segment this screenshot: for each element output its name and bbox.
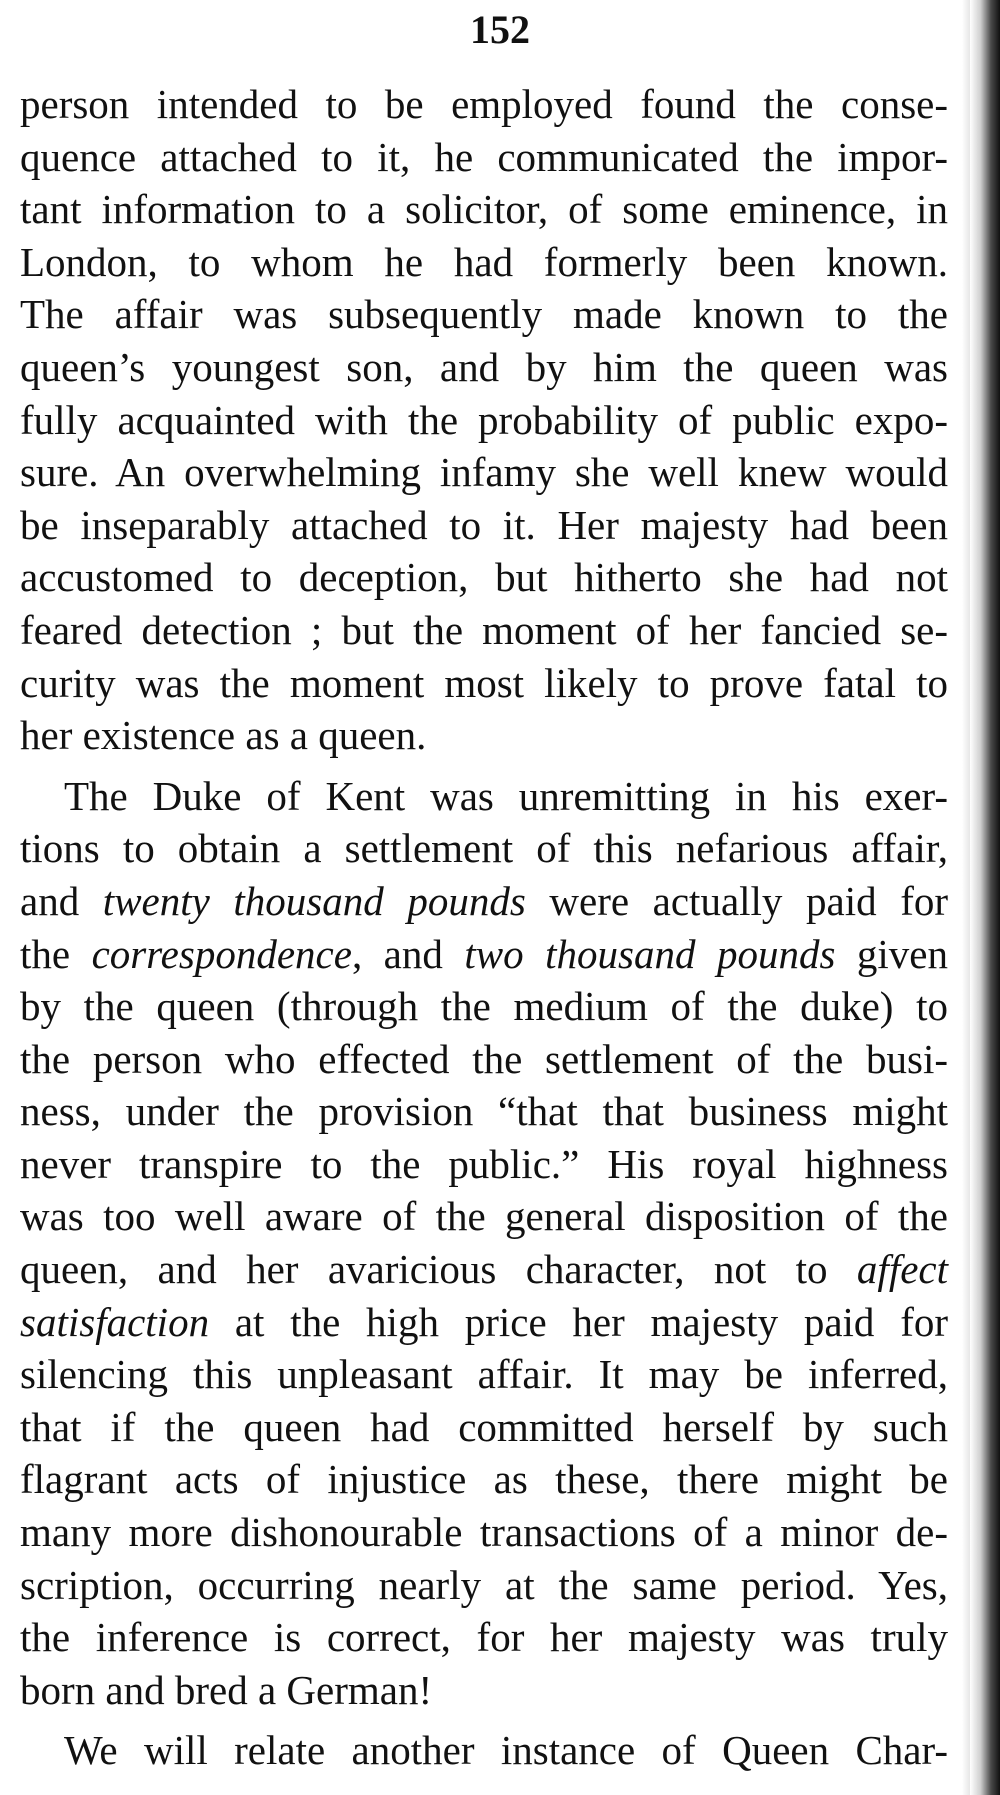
text-line: tant information to a solicitor, of some eminence, in	[20, 186, 948, 233]
text-line: tions to obtain a settlement of this nefarious affair,	[20, 825, 948, 872]
text-line: be inseparably attached to it. Her majesty had been	[20, 501, 948, 548]
paragraph-2	[20, 770, 948, 1717]
text-line: sure. An overwhelming infamy she well knew would	[20, 449, 948, 496]
text-line: scription, occurring nearly at the same period. Yes,	[20, 1561, 948, 1608]
text-line: queen’s youngest son, and by him the queen was	[20, 343, 948, 390]
text-line: the correspondence, and two thousand pounds given	[20, 930, 948, 977]
italic-emphasis: two thousand pounds	[464, 930, 836, 977]
text-line: never transpire to the public.” His royal highness	[20, 1140, 948, 1187]
italic-emphasis: twenty thousand pounds	[102, 877, 526, 924]
text-line: fully acquainted with the probability of public expo-	[20, 396, 948, 443]
paragraph-3	[20, 1724, 948, 1777]
text-line: and twenty thousand pounds were actually paid for	[20, 877, 948, 924]
text-line: We will relate another instance of Queen Char-	[64, 1727, 948, 1774]
text-line: feared detection ; but the moment of her fancied se-	[20, 606, 948, 653]
paragraph-gap	[20, 762, 948, 770]
italic-emphasis: satisfaction	[20, 1298, 210, 1345]
text-line: born and bred a German!	[20, 1666, 433, 1713]
text-line: that if the queen had committed herself by such	[20, 1403, 948, 1450]
text-line: ness, under the provision “that that business might	[20, 1088, 948, 1135]
body-text	[20, 78, 948, 1777]
text-line: queen, and her avaricious character, not to affect	[20, 1246, 948, 1293]
text-line: The affair was subsequently made known to the	[20, 291, 948, 338]
text-line: satisfaction at the high price her majesty paid for	[20, 1298, 948, 1345]
paragraph-gap	[20, 1716, 948, 1724]
text-line: by the queen (through the medium of the duke) to	[20, 983, 948, 1030]
text-line: London, to whom he had formerly been known.	[20, 238, 948, 285]
text-line: The Duke of Kent was unremitting in his exer-	[64, 772, 948, 819]
text-line: many more dishonourable transactions of a minor de-	[20, 1509, 948, 1556]
text-line: accustomed to deception, but hitherto she had not	[20, 554, 948, 601]
text-line: her existence as a queen.	[20, 712, 427, 759]
page-edge-shadow	[970, 0, 1000, 1795]
text-line: was too well aware of the general disposition of the	[20, 1193, 948, 1240]
paragraph-1	[20, 78, 948, 762]
text-line: the inference is correct, for her majesty was truly	[20, 1614, 948, 1661]
text-line: curity was the moment most likely to prove fatal to	[20, 659, 948, 706]
text-line: silencing this unpleasant affair. It may be inferred,	[20, 1351, 948, 1398]
page-edge-highlight	[962, 0, 970, 1795]
italic-emphasis: correspondence	[91, 930, 352, 977]
text-line: person intended to be employed found the conse-	[20, 81, 948, 127]
text-line: quence attached to it, he communicated the impor-	[20, 133, 948, 180]
italic-emphasis: affect	[856, 1246, 948, 1293]
text-line: flagrant acts of injustice as these, there might be	[20, 1456, 948, 1503]
text-line: the person who effected the settlement of the busi-	[20, 1035, 948, 1082]
page-number: 152	[470, 7, 530, 52]
